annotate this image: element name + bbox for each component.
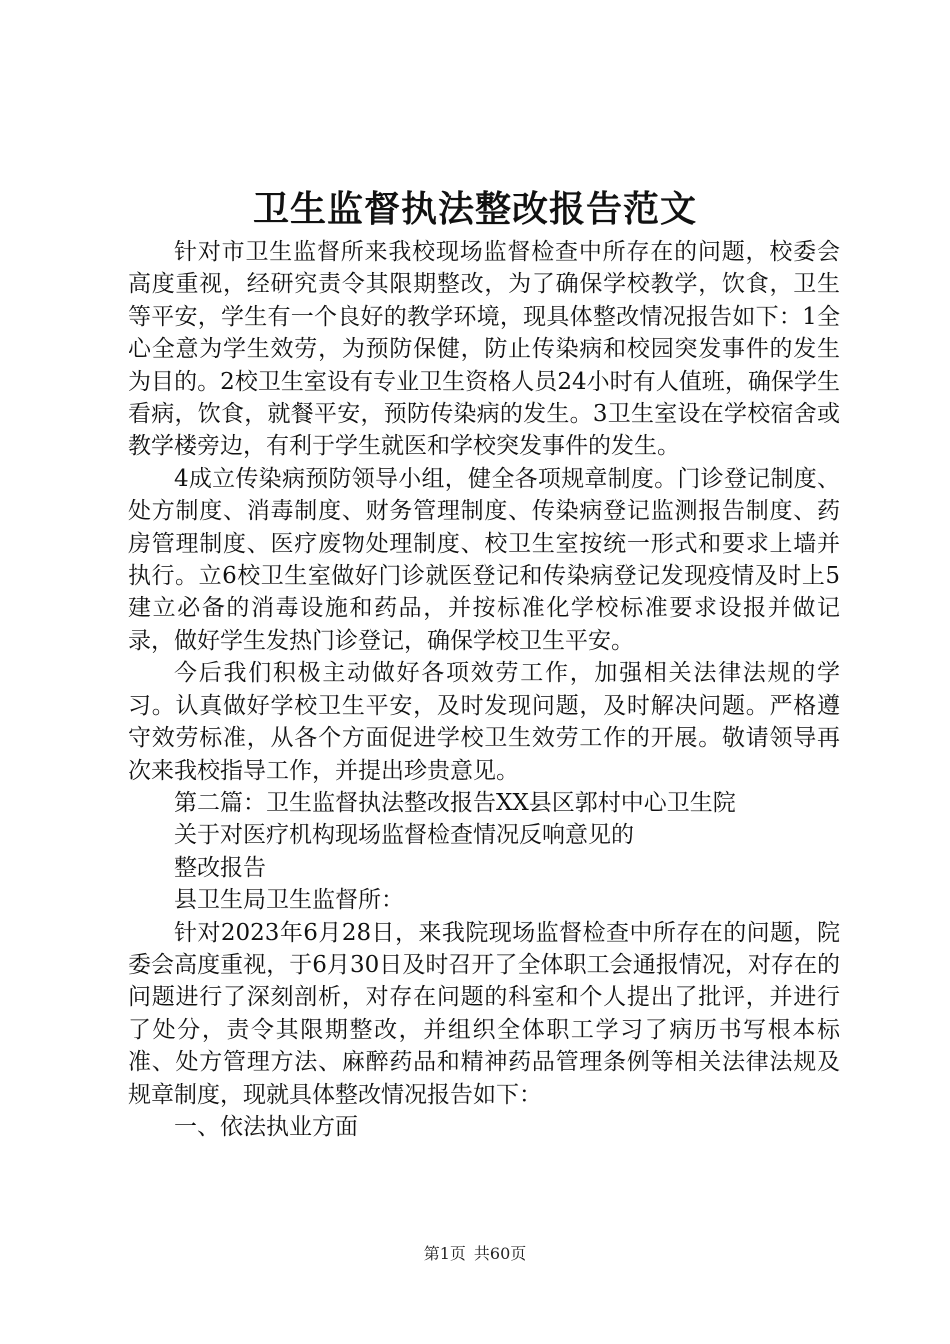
paragraph: 今后我们积极主动做好各项效劳工作，加强相关法律法规的学习。认真做好学校卫生平安，及时发现问题，及时解决问题。严格遵守效劳标准，从各个方面促进学校卫生效劳工作的开展。敬请领导再次来我校指导工作，并提出珍贵意见。 (128, 660, 840, 784)
page-number: 第1页 (423, 1244, 466, 1263)
paragraph: 4成立传染病预防领导小组，健全各项规章制度。门诊登记制度、处方制度、消毒制度、财务管理制度、传染病登记监测报告制度、药房管理制度、医疗废物处理制度、校卫生室按统一形式和要求上墙并执行。立6校卫生室做好门诊就医登记和传染病登记发现疫情及时上5建立必备的消毒设施和药品，并按标准化学校标准要求设报并做记录，做好学生发热门诊登记，确保学校卫生平安。 (128, 465, 840, 654)
paragraph: 针对2023年6月28日，来我院现场监督检查中所存在的问题，院委会高度重视，于6月30日及时召开了全体职工会通报情况，对存在的问题进行了深刻剖析，对存在问题的科室和个人提出了批评，并进行了处分，责令其限期整改，并组织全体职工学习了病历书写根本标准、处方管理方法、麻醉药品和精神药品管理条例等相关法律法规及规章制度，现就具体整改情况报告如下： (128, 919, 840, 1108)
page-total: 共60页 (473, 1244, 527, 1263)
page-footer (0, 1243, 950, 1265)
document-body (128, 236, 840, 1143)
salutation: 县卫生局卫生监督所： (174, 887, 404, 914)
section-subheading: 关于对医疗机构现场监督检查情况反响意见的 (174, 822, 634, 849)
section-heading: 一、依法执业方面 (174, 1113, 358, 1140)
section-subheading: 整改报告 (174, 854, 266, 881)
section-heading: 第二篇：卫生监督执法整改报告XX县区郭村中心卫生院 (174, 789, 736, 816)
document-title: 卫生监督执法整改报告范文 (252, 188, 697, 230)
paragraph: 针对市卫生监督所来我校现场监督检查中所存在的问题，校委会高度重视，经研究责令其限期整改，为了确保学校教学，饮食，卫生等平安，学生有一个良好的教学环境，现具体整改情况报告如下：1全心全意为学生效劳，为预防保健，防止传染病和校园突发事件的发生为目的。2校卫生室设有专业卫生资格人员24小时有人值班，确保学生看病，饮食，就餐平安，预防传染病的发生。3卫生室设在学校宿舍或教学楼旁边，有利于学生就医和学校突发事件的发生。 (128, 239, 840, 460)
